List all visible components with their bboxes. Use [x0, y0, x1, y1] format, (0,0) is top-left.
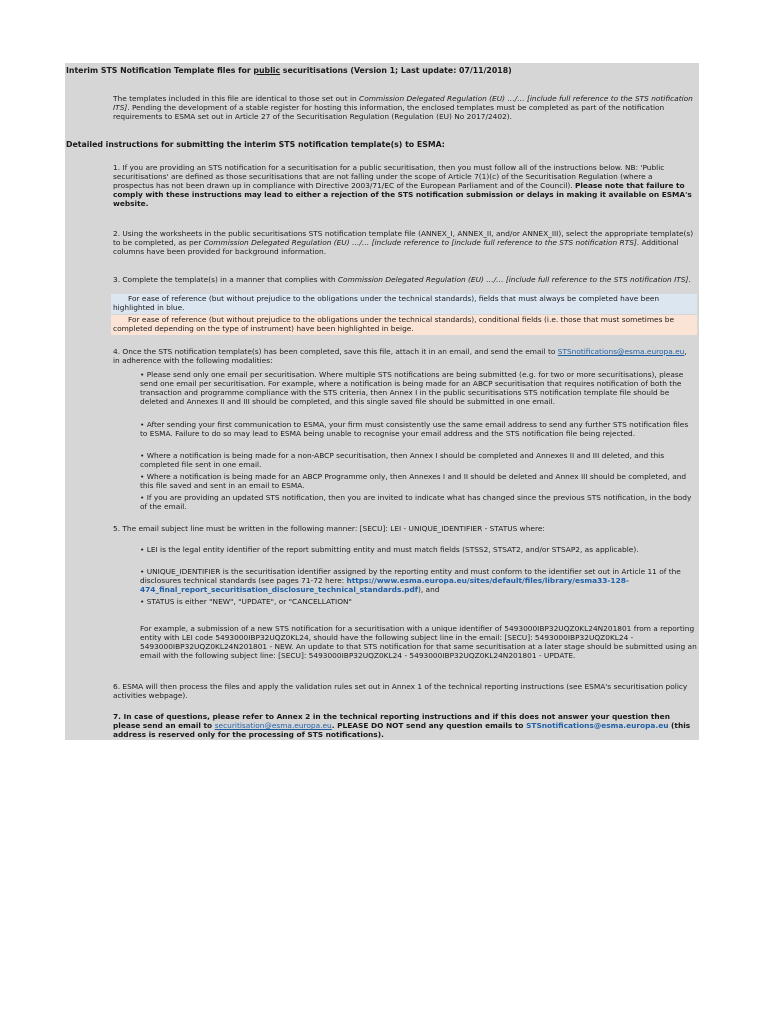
beige-highlight-note: For ease of reference (but without prejudice to the obligations under the technical standards), conditional fields (i.e. those that must sometimes be completed depending on the type of instrument) have been highlighted in beige. [111, 315, 697, 335]
subject-line-example: For example, a submission of a new STS notification for a securitisation with a unique identifier of 5493000IBP32UQZ0KL24N201801 from a reporting entity with LEI code 5493000IBP32UQZ0KL24, should have the following subject line in the email: [SECU]: 5493000IBP32UQZ0KL24 - 5493000IBP32UQZ0KL24N201801 - NEW. An update to that STS notification for that same securitisation at a later stage should be submitted using an email with the following subject line: [SECU]: 5493000IBP32UQZ0KL24 - 5493000IBP32UQZ0KL24N201801 - UPDATE. [140, 624, 697, 661]
step-7: 7. In case of questions, please refer to Annex 2 in the technical reporting instructions and if this does not answer your question then please send an email to securitisation@esma.europa.eu. PLEASE DO NOT send any question emails to STSnotifications@esma.europa.eu (this address is reserved only for the processing of STS notifications). [113, 712, 691, 740]
securitisation-email-link[interactable]: securitisation@esma.europa.eu [214, 721, 332, 731]
disclosure-standards-link[interactable]: https://www.esma.europa.eu/sites/default/files/library/esma33-128-474_final_report_securitisation_disclosure_technical_standards.pdf [140, 576, 629, 595]
step-5: 5. The email subject line must be written in the following manner: [SECU]: LEI - UNIQUE_IDENTIFIER - STATUS where: [113, 524, 545, 533]
bullet-non-abcp: • Where a notification is being made for a non-ABCP securitisation, then Annex I should be completed and Annexes II and III deleted, and this completed file sent in one email. [140, 451, 665, 470]
bullet-abcp: • Where a notification is being made for an ABCP Programme only, then Annexes I and II should be deleted and Annex III should be completed, and this file saved and sent in an email to ESMA. [140, 472, 687, 491]
sts-email-bold-link[interactable]: STSnotifications@esma.europa.eu [526, 721, 669, 731]
bullet-unique-identifier: • UNIQUE_IDENTIFIER is the securitisation identifier assigned by the reporting entity and must conform to the identifier set out in Article 11 of the disclosures technical standards (see pages 71-72 here: https://www.esma.europa.eu/sites/default/files/library/esma33-128-474_final_report_securitisation_disclosure_technical_standards.pdf), and [140, 567, 681, 595]
bullet-lei: • LEI is the legal entity identifier of the report submitting entity and must match fields (STSS2, STSAT2, and/or STSAP2, as applicable). [140, 545, 639, 554]
sheet-title [66, 66, 696, 75]
intro-paragraph: The templates included in this file are identical to those set out in Commission Delegated Regulation (EU) …/… [include full reference to the STS notification ITS]. Pending the development of a stable register for hosting this information, the enclosed templates must be completed as part of the notification requirements to ESMA set out in Article 27 of the Securitisation Regulation (Regulation (EU) No 2017/2402). [113, 94, 693, 122]
step-1: 1. If you are providing an STS notification for a securitisation for a public securitisation, then you must follow all of the instructions below. NB: 'Public securitisations' are defined as those securitisations that are not falling under the scope of Article 7(1)(c) of the Securitisation Regulation (where a prospectus has not been drawn up in compliance with Directive 2003/71/EC of the European Parliament and of the Council). Please note that failure to comply with these instructions may lead to either a rejection of the STS notification submission or delays in making it available on ESMA's website. [113, 163, 692, 209]
title-underlined: public [253, 66, 281, 75]
step-4: 4. Once the STS notification template(s) has been completed, save this file, attach it in an email, and send the email to STSnotifications@esma.europa.eu, in adherence with the following modalities: [113, 347, 687, 366]
bullet-same-address: • After sending your first communication to ESMA, your firm must consistently use the same email address to send any further STS notification files to ESMA. Failure to do so may lead to ESMA being unable to recognise your email address and the STS notification file being rejected. [140, 420, 689, 439]
bullet-updated: • If you are providing an updated STS notification, then you are invited to indicate what has changed since the previous STS notification, in the body of the email. [140, 493, 692, 512]
step-3: 3. Complete the template(s) in a manner that complies with Commission Delegated Regulation (EU) …/… [include full reference to the STS notification ITS]. [113, 275, 691, 284]
instructions-heading: Detailed instructions for submitting the interim STS notification template(s) to ESMA: [66, 140, 445, 149]
title-text-end: securitisations (Version 1; Last update: 07/11/2018) [280, 66, 512, 75]
blue-highlight-note: For ease of reference (but without prejudice to the obligations under the technical standards), fields that must always be completed have been highlighted in blue. [111, 294, 697, 314]
spreadsheet-area [65, 63, 699, 740]
bullet-one-email: • Please send only one email per securitisation. Where multiple STS notifications are being submitted (e.g. for two or more securitisations), please send one email per securitisation. For example, where a notification is being made for an ABCP securitisation that requires notification of both the transaction and programme compliance with the STS criteria, then Annex I in the public securitisations STS notification template file should be deleted and Annexes II and III should be completed, and this single saved file should be submitted in one email. [140, 370, 684, 407]
step-6: 6. ESMA will then process the files and apply the validation rules set out in Annex 1 of the technical reporting instructions (see ESMA's securitisation policy activities webpage). [113, 682, 688, 701]
step-2: 2. Using the worksheets in the public securitisations STS notification template file (ANNEX_I, ANNEX_II, and/or ANNEX_III), select the appropriate template(s) to be completed, as per Commission Delegated Regulation (EU) …/… [include reference to [include full reference to the STS notification RTS]. Additional columns have been provided for background information. [113, 229, 694, 257]
sts-email-link[interactable]: STSnotifications@esma.europa.eu [557, 347, 685, 356]
bullet-status: • STATUS is either "NEW", "UPDATE", or "CANCELLATION" [140, 597, 352, 606]
title-text: Interim STS Notification Template files for [66, 66, 254, 75]
